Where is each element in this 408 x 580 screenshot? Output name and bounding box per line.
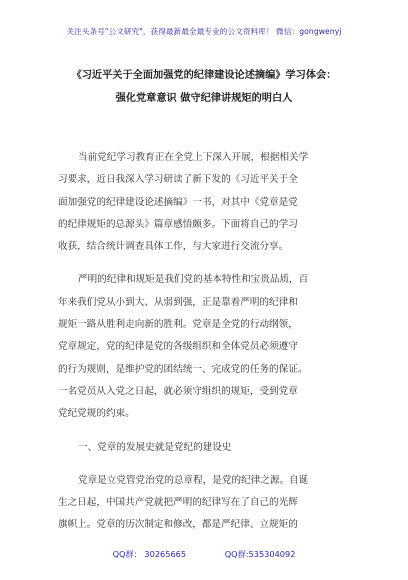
- paragraph-line: 面加强党的纪律建设论述摘编》一书，对其中《党章是党: [58, 196, 298, 208]
- paragraph-3: [58, 470, 362, 537]
- paragraph-line: 当前党纪学习教育正在全党上下深入开展，根据相关学: [78, 152, 309, 163]
- qq-group-1: QQ群： 30265665: [112, 549, 187, 559]
- paragraph-line: 习要求，近日我深入学习研读了新下发的《习近平关于全: [58, 174, 298, 186]
- paragraph-1: [58, 147, 362, 258]
- document-title: [0, 64, 408, 110]
- title-line-2: 强化党章意识 做守纪律讲规矩的明白人: [115, 92, 293, 104]
- promo-header: 关注头条号"公文研究"，获得最新最全最专业的公文资料库！ 微信：gongwenyj: [66, 27, 342, 36]
- qq-group-2: QQ群:535304092: [224, 549, 296, 559]
- paragraph-line: 的行为规则，是维护党的团结统一、完成党的任务的保证。: [58, 363, 308, 375]
- section-heading-1: 一、党章的发展史就是党纪的建设史: [78, 441, 232, 453]
- paragraph-line: 收获，结合统计调查具体工作，与大家进行交流分享。: [58, 241, 289, 253]
- paragraph-line: 年来我们党从小到大、从弱到强，正是靠着严明的纪律和: [58, 296, 298, 308]
- paragraph-line: 党章规定，党的纪律是党的各级组织和全体党员必须遵守: [58, 341, 298, 353]
- qq-footer: [0, 549, 408, 560]
- paragraph-line: 的纪律规矩的总源头》篇章感悟颇多。下面将自己的学习: [58, 218, 298, 230]
- paragraph-line: 党纪党规的约束。: [58, 408, 135, 420]
- paragraph-line: 旗帜上。党章的历次制定和修改，都是严纪律、立规矩的: [58, 519, 298, 531]
- paragraph-2: [58, 269, 362, 425]
- document-body: [58, 147, 362, 537]
- paragraph-line: 一名党员从入党之日起，就必须守组织的规矩，受到党章: [58, 385, 298, 397]
- paragraph-line: 严明的纪律和规矩是我们党的基本特性和宝贵品质，百: [78, 274, 309, 286]
- title-line-1: 《习近平关于全面加强党的纪律建设论述摘编》学习体会：: [71, 69, 337, 81]
- paragraph-line: 规矩一路从胜利走向新的胜利。党章是全党的行动纲领，: [58, 319, 298, 331]
- paragraph-line: 党章是立党管党治党的总章程，是党的纪律之源。自诞: [78, 474, 309, 486]
- paragraph-line: 生之日起，中国共产党就把严明的纪律写在了自己的光辉: [58, 497, 298, 509]
